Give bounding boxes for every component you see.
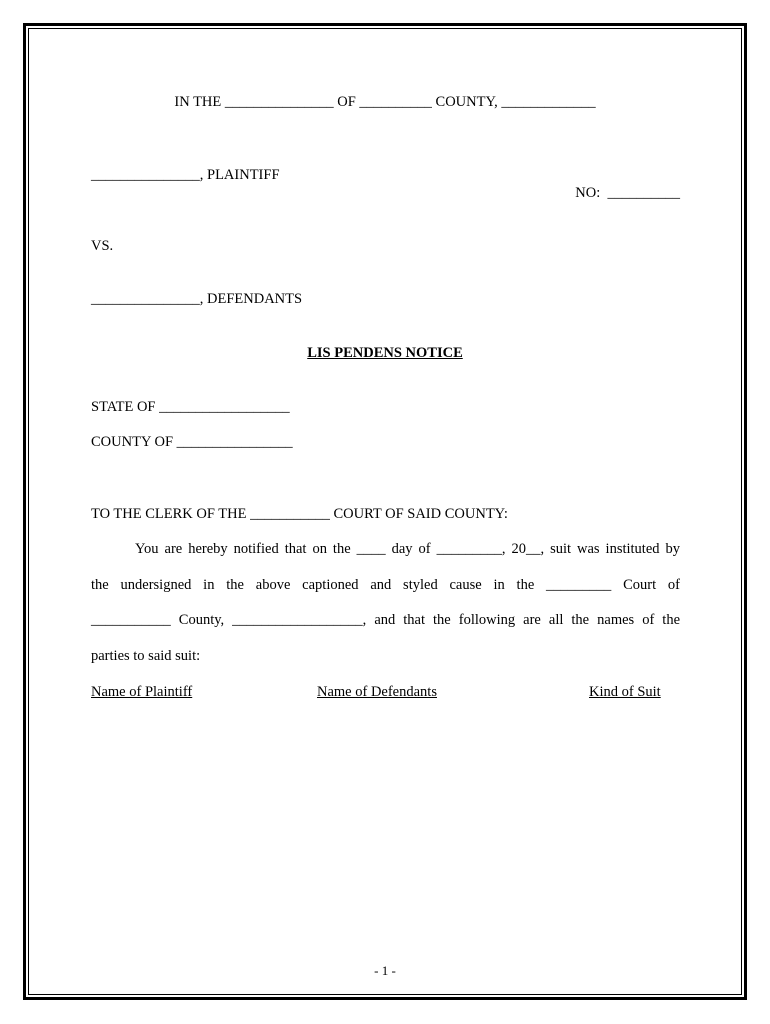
plaintiff-line: _______________, PLAINTIFF [91,167,280,183]
state-line: STATE OF __________________ [91,399,290,415]
page-number: - 1 - [374,963,396,978]
court-caption: IN THE _______________ OF __________ COUNTY, _____________ [174,94,596,110]
column-header-plaintiff: Name of Plaintiff [91,684,193,700]
notice-paragraph-line-3: ___________ County, __________________, and that the following are all the names of the [91,612,680,628]
case-number: NO: __________ [575,185,680,201]
document-title: LIS PENDENS NOTICE [307,345,463,361]
defendants-line: _______________, DEFENDANTS [91,291,303,307]
notice-paragraph-line-4: parties to said suit: [91,648,201,664]
versus-label: VS. [91,238,114,254]
notice-paragraph-line-2: the undersigned in the above captioned and styled cause in the _________ Court of [91,577,680,593]
county-line: COUNTY OF ________________ [91,434,293,450]
column-header-kind-of-suit: Kind of Suit [589,684,661,700]
column-header-defendants: Name of Defendants [317,684,437,700]
notice-paragraph-line-1: You are hereby notified that on the ____ day of _________, 20__, suit was instituted by [135,541,680,557]
to-clerk-line: TO THE CLERK OF THE ___________ COURT OF SAID COUNTY: [91,506,508,522]
